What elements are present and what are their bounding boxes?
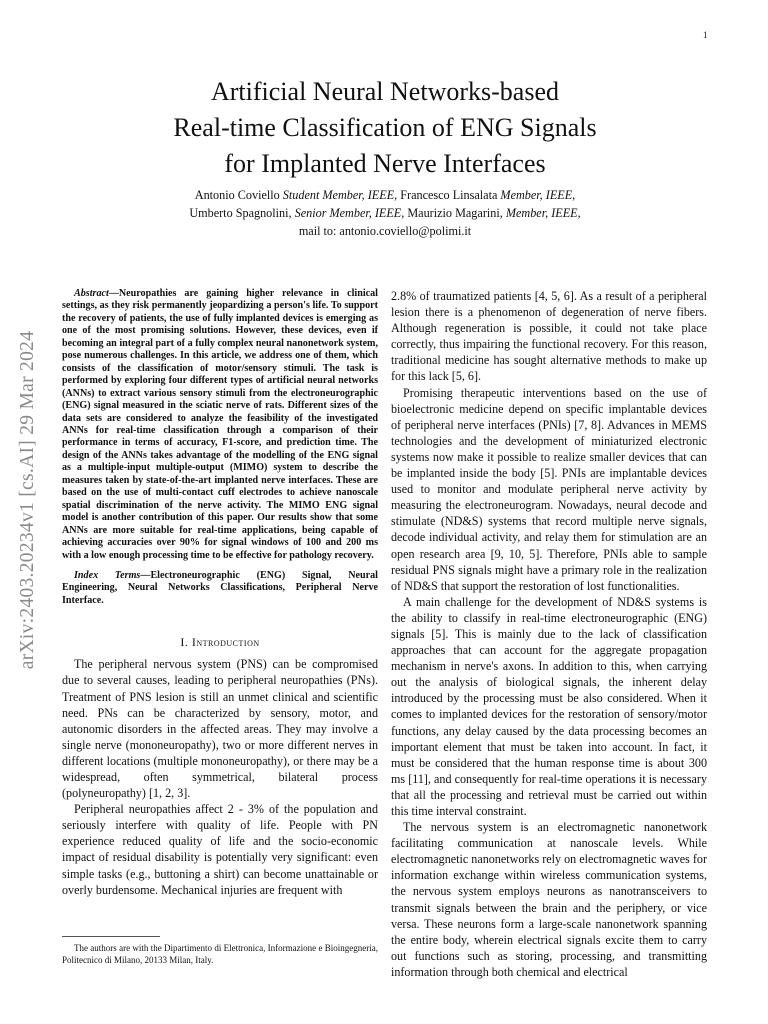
author-3-role: Senior Member, IEEE <box>294 206 402 220</box>
index-terms-label: Index Terms <box>74 569 141 581</box>
right-column <box>391 288 707 980</box>
right-paragraph-4: The nervous system is an electromagnetic nanonetwork facilitating communication at nanoscale levels. While electromagnetic nanonetworks rely on electromagnetic waves for information exchange within wireless communication systems, the nervous system employs neurons as nanotransceivers to transmit signals between the brain and the periphery, or vice versa. These neurons form a large-scale nanonetwork spanning the entire body, wherein electrical signals excite them to carry out functions such as storing, processing, and transmitting information through both chemical and electrical <box>391 820 707 979</box>
abstract-label: Abstract <box>74 288 109 299</box>
author-1-name: Antonio Coviello <box>194 188 283 202</box>
right-paragraph-2: Promising therapeutic interventions based on the use of bioelectronic medicine depend on specific implantable devices of peripheral nerve interfaces (PNIs) [7, 8]. Advances in MEMS technologies and the development of miniaturized electronic systems now make it possible to realize smaller devices that can be implanted inside the body [5]. PNIs are implantable devices used to monitor and modulate peripheral nerve activity by measuring the electroneurogram. Nowadays, neural decode and stimulate (ND&S) systems that record multiple nerve signals, decode individual activity, and relay them for stimulation are an open research area [9, 10, 5]. Therefore, PNIs able to sample residual PNS signals might have a primary role in the realization of ND&S that support the restoration of lost functionalities. <box>391 385 707 593</box>
footnote-divider <box>62 936 160 937</box>
author-2-name: , Francesco Linsalata <box>394 188 501 202</box>
author-4-name: , Maurizio Magarini, <box>401 206 506 220</box>
section-heading-introduction: I. Introduction <box>180 635 260 650</box>
footnote: The authors are with the Dipartimento di Elettronica, Informazione e Bioingegneria, Politecnico di Milano, 20133 Milan, Italy. <box>62 943 378 965</box>
author-3-name: Umberto Spagnolini, <box>189 206 295 220</box>
right-paragraph-1: 2.8% of traumatized patients [4, 5, 6]. As a result of a peripheral lesion there is a phenomenon of degeneration of nerve fibers. Although regeneration is possible, it could not take place correctly, thus impairing the functional recovery. For this reason, traditional medicine has sought alternative methods to make up for this lack [5, 6]. <box>391 289 707 384</box>
abstract <box>62 288 378 562</box>
index-terms-text: —Electroneurographic (ENG) Signal, Neural Engineering, Neural Networks Classifications, Peripheral Nerve Interface. <box>62 569 378 606</box>
index-terms <box>62 570 378 607</box>
arxiv-stamp-text: arXiv:2403.20234v1 [cs.AI] 29 Mar 2024 <box>17 330 38 670</box>
right-paragraph-3: A main challenge for the development of ND&S systems is the ability to classify in real-time electroneurographic (ENG) signals [5]. This is mainly due to the lack of classification approaches that can account for the aggregate propagation mechanism in nerve's axons. In addition to this, when carrying out the analysis of biological signals, the inherent delay introduced by the processing must be also considered. When it comes to implanted devices for the restoration of sensory/motor functions, any delay caused by the data processing becomes an important element that must be taken into account. In fact, it must be considered that the human response time is about 300 ms [11], and consequently for real-time operations it is necessary that all the processing and retrieval must be carried out within this time interval constraint. <box>391 594 707 818</box>
author-line-1: Antonio Coviello Student Member, IEEE, Francesco Linsalata Member, IEEE, <box>194 188 576 202</box>
title-line-3: for Implanted Nerve Interfaces <box>224 149 546 178</box>
page-number: 1 <box>703 30 708 40</box>
author-block <box>80 186 690 240</box>
intro-paragraph-1: The peripheral nervous system (PNS) can be compromised due to several causes, leading to peripheral neuropathies (PNs). Treatment of PNS lesion is still an unmet clinical and scientific need. PNs can be characterized by sensory, motor, and autonomic disorders in the affected areas. They may involve a single nerve (mononeuropathy), two or more different nerves in different locations (multiple mononeuropathy), or there may be a widespread, often symmetrical, bilateral process (polyneuropathy) [1, 2, 3]. <box>62 657 378 801</box>
author-2-role: Member, IEEE <box>500 188 573 202</box>
title-line-1: Artificial Neural Networks-based <box>211 77 559 106</box>
arxiv-stamp <box>10 274 46 726</box>
author-line-2: Umberto Spagnolini, Senior Member, IEEE, Maurizio Magarini, Member, IEEE, <box>189 206 581 220</box>
author-4-role: Member, IEEE <box>505 206 578 220</box>
abstract-text: —Neuropathies are gaining higher relevance in clinical settings, as they risk permanently jeopardizing a person's life. To support the recovery of patients, the use of fully implanted devices is emerging as one of the most promising solutions. However, these devices, even if becoming an integral part of a fully complex neural nanonetwork system, pose numerous challenges. In this article, we address one of them, which consists of the classification of motor/sensory stimuli. The task is performed by exploring four different types of artificial neural networks (ANNs) to extract various sensory stimuli from the electroneurographic (ENG) signal measured in the sciatic nerve of rats. Different sizes of the data sets are considered to analyze the feasibility of the investigated ANNs for real-time classification through a comparison of their performance in terms of accuracy, F1-score, and prediction time. The design of the ANNs takes advantage of the modelling of the ENG signal as a multiple-input multiple-output (MIMO) system to describe the measures taken by state-of-the-art implanted nerve interfaces. These are based on the use of multi-contact cuff electrodes to achieve nanoscale spatial discrimination of the nerve activity. The MIMO ENG signal model is another contribution of this paper. Our results show that some ANNs are more suitable for real-time applications, being capable of achieving accuracies over 90% for signal windows of 100 and 200 ms with a low enough processing time to be effective for pathology recovery. <box>62 288 378 561</box>
left-column <box>62 288 378 898</box>
title-line-2: Real-time Classification of ENG Signals <box>173 113 597 142</box>
paper-title <box>60 74 710 182</box>
author-mail: mail to: antonio.coviello@polimi.it <box>298 224 472 238</box>
intro-paragraph-2: Peripheral neuropathies affect 2 - 3% of the population and seriously interfere with quality of life. People with PN experience reduced quality of life and the socio-economic impact of residual disability is potentially very significant: even simple tasks (e.g., buttoning a shirt) can become unattainable or overly burdensome. Mechanical injuries are frequent with <box>62 802 378 897</box>
author-1-role: Student Member, IEEE <box>282 188 395 202</box>
